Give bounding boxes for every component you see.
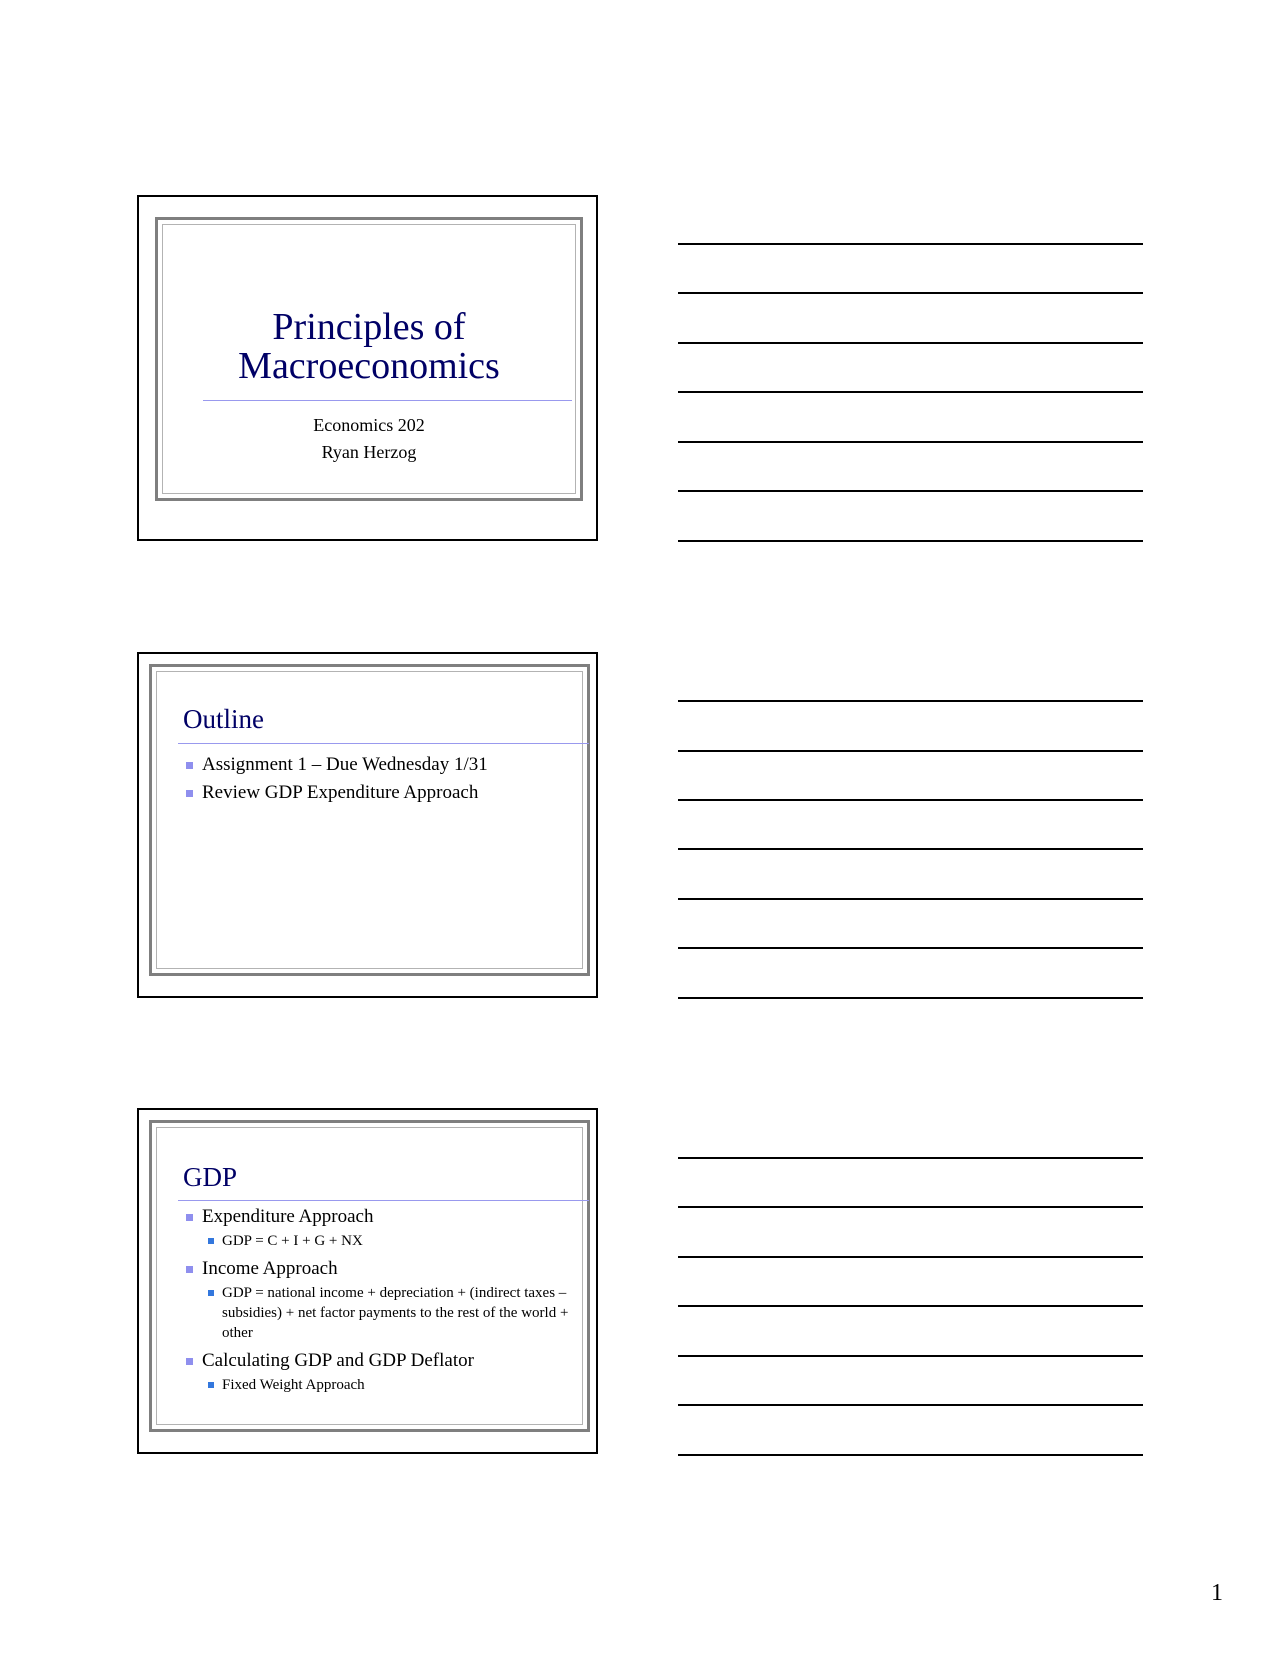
square-bullet-icon bbox=[186, 1358, 193, 1365]
slide-1-course-name: Economics 202 bbox=[313, 415, 425, 435]
notes-line bbox=[678, 391, 1143, 393]
slide-1-title bbox=[158, 308, 580, 386]
sub-bullet-text: GDP = national income + depreciation + (indirect taxes – subsidies) + net factor payments to the rest of the world + other bbox=[222, 1285, 569, 1341]
notes-line bbox=[678, 1305, 1143, 1307]
bullet-text: Review GDP Expenditure Approach bbox=[202, 782, 479, 803]
square-sub-bullet-icon bbox=[208, 1238, 214, 1244]
square-sub-bullet-icon bbox=[208, 1290, 214, 1296]
slide-1-subtitle bbox=[158, 412, 580, 466]
square-bullet-icon bbox=[186, 1214, 193, 1221]
slide-1-title-rule bbox=[203, 400, 572, 401]
notes-line bbox=[678, 1157, 1143, 1159]
notes-line bbox=[678, 799, 1143, 801]
slide-2-border bbox=[149, 664, 590, 976]
sub-list-item bbox=[184, 1375, 571, 1395]
slide-1-border bbox=[155, 217, 583, 501]
notes-line bbox=[678, 1404, 1143, 1406]
notes-line bbox=[678, 1256, 1143, 1258]
square-bullet-icon bbox=[186, 1266, 193, 1273]
list-item bbox=[184, 779, 571, 807]
bullet-text: Expenditure Approach bbox=[202, 1206, 374, 1227]
slide-2-thumbnail bbox=[137, 652, 598, 998]
sub-bullet-text: Fixed Weight Approach bbox=[222, 1377, 365, 1393]
sub-list-item bbox=[184, 1231, 571, 1251]
slide-2-heading-rule bbox=[178, 743, 589, 744]
list-item bbox=[184, 1255, 571, 1283]
bullet-text: Income Approach bbox=[202, 1258, 338, 1279]
notes-line bbox=[678, 292, 1143, 294]
slide-3-thumbnail bbox=[137, 1108, 598, 1454]
square-bullet-icon bbox=[186, 790, 193, 797]
slide-3-heading-rule bbox=[178, 1200, 589, 1201]
notes-line bbox=[678, 750, 1143, 752]
slide-2-heading: Outline bbox=[183, 704, 264, 734]
square-sub-bullet-icon bbox=[208, 1382, 214, 1388]
notes-line bbox=[678, 540, 1143, 542]
slide-1-author-name: Ryan Herzog bbox=[321, 442, 417, 462]
list-item bbox=[184, 1203, 571, 1231]
slide-3-heading: GDP bbox=[183, 1162, 238, 1192]
notes-line bbox=[678, 342, 1143, 344]
slide-1-title-line-1: Principles of bbox=[272, 306, 466, 348]
notes-line bbox=[678, 848, 1143, 850]
notes-line bbox=[678, 947, 1143, 949]
notes-line bbox=[678, 700, 1143, 702]
sub-list-item bbox=[184, 1283, 571, 1343]
slide-1-title-line-2: Macroeconomics bbox=[238, 345, 500, 387]
notes-line bbox=[678, 1454, 1143, 1456]
slide-3-bullet-list bbox=[184, 1203, 571, 1399]
bullet-text: Assignment 1 – Due Wednesday 1/31 bbox=[202, 754, 488, 775]
notes-line bbox=[678, 997, 1143, 999]
notes-line bbox=[678, 243, 1143, 245]
bullet-text: Calculating GDP and GDP Deflator bbox=[202, 1350, 474, 1371]
page-number: 1 bbox=[1211, 1580, 1223, 1606]
sub-bullet-text: GDP = C + I + G + NX bbox=[222, 1233, 363, 1249]
notes-line bbox=[678, 898, 1143, 900]
notes-line bbox=[678, 490, 1143, 492]
notes-line bbox=[678, 1206, 1143, 1208]
notes-line bbox=[678, 1355, 1143, 1357]
slide-1-thumbnail bbox=[137, 195, 598, 541]
notes-line bbox=[678, 441, 1143, 443]
slide-2-bullet-list bbox=[184, 751, 571, 807]
list-item bbox=[184, 1347, 571, 1375]
slide-3-border bbox=[149, 1120, 590, 1432]
square-bullet-icon bbox=[186, 762, 193, 769]
list-item bbox=[184, 751, 571, 779]
